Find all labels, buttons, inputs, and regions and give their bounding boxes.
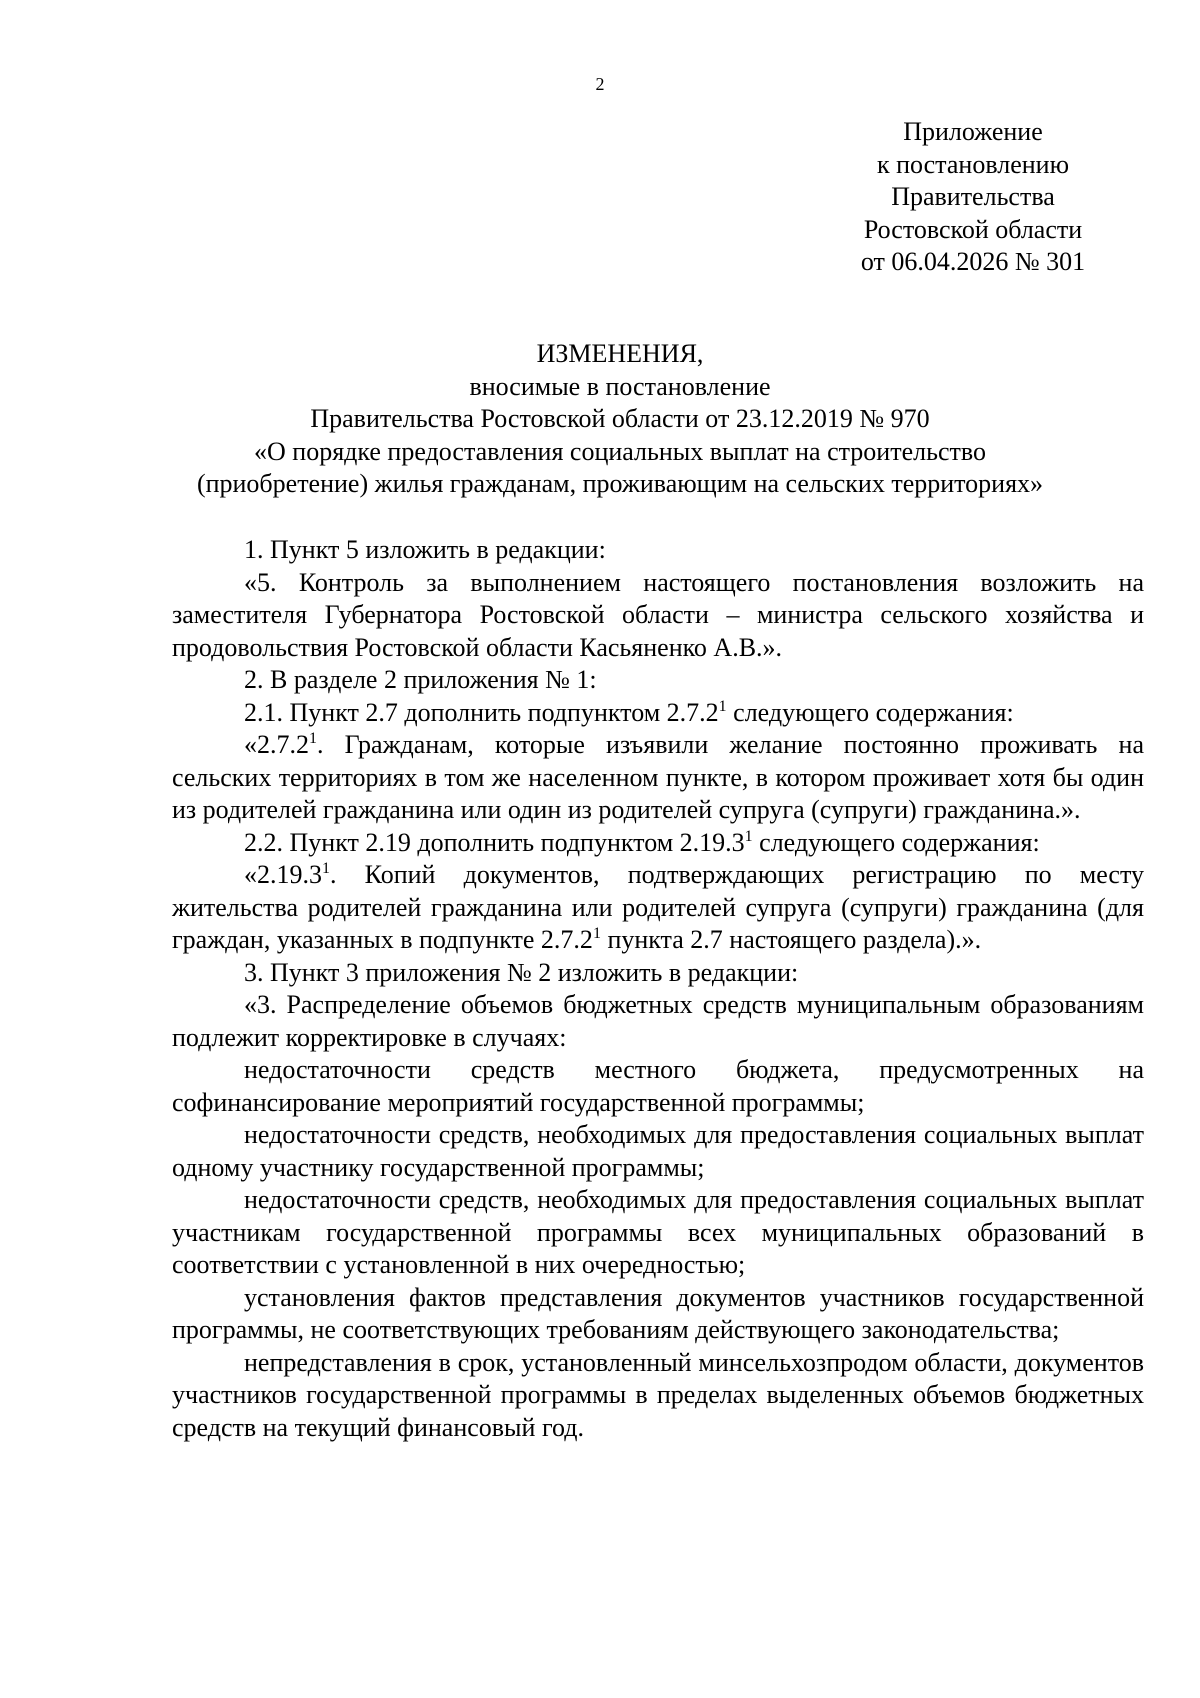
paragraph: недостаточности средств, необходимых для предоставления социальных выплат участникам государственной программы всех муниципальных образований в соответствии с установленной в них очередностью;	[172, 1185, 1144, 1279]
title-main: ИЗМЕНЕНИЯ,	[536, 339, 704, 368]
paragraph-text: следующего содержания:	[752, 827, 1040, 857]
paragraph: недостаточности средств, необходимых для предоставления социальных выплат одному участнику государственной программы;	[172, 1120, 1144, 1182]
document-title	[120, 338, 1120, 501]
appendix-line: Приложение	[903, 117, 1043, 146]
paragraph	[172, 827, 1144, 860]
paragraph-text: следующего содержания:	[726, 697, 1014, 727]
appendix-line: Ростовской области	[863, 214, 1083, 244]
paragraph-text: «2.19.3	[244, 860, 322, 889]
paragraph	[172, 859, 1144, 957]
document-body	[172, 534, 1144, 1444]
paragraph: установления фактов представления документов участников государственной программы, не соответствующих требованиям действующего законодательства;	[172, 1282, 1144, 1344]
superscript: 1	[309, 730, 317, 747]
paragraph	[172, 729, 1144, 827]
title-line: Правительства Ростовской области от 23.12.2019 № 970	[310, 404, 930, 433]
paragraph-text: . Гражданам, которые изъявили желание постоянно проживать на сельских территориях в том же населенном пункте, в котором проживает хотя бы один из родителей гражданина или один из родителей супруга (супруги) гражданина.».	[172, 730, 1144, 824]
paragraph: «5. Контроль за выполнением настоящего постановления возложить на заместителя Губернатора Ростовской области – министра сельского хозяйства и продовольствия Ростовской области Касьяненко А.В.».	[172, 567, 1144, 662]
paragraph: недостаточности средств местного бюджета, предусмотренных на софинансирование мероприятий государственной программы;	[172, 1055, 1144, 1117]
paragraph-text: 2.2. Пункт 2.19 дополнить подпунктом 2.19.3	[244, 827, 745, 857]
appendix-line: от 06.04.2026 № 301	[860, 247, 1086, 276]
appendix-line: Правительства	[891, 182, 1055, 211]
page-number: 2	[595, 74, 605, 94]
appendix-line: к постановлению	[876, 149, 1070, 179]
title-line: (приобретение) жилья гражданам, проживающим на сельских территориях»	[196, 469, 1044, 498]
paragraph: 1. Пункт 5 изложить в редакции:	[244, 535, 606, 564]
paragraph-text: пункта 2.7 настоящего раздела).».	[600, 925, 982, 954]
paragraph: «3. Распределение объемов бюджетных средств муниципальным образованиям подлежит корректировке в случаях:	[172, 990, 1144, 1052]
paragraph-text: 2.1. Пункт 2.7 дополнить подпунктом 2.7.2	[244, 697, 719, 727]
paragraph-text: «2.7.2	[244, 730, 309, 759]
paragraph: 2. В разделе 2 приложения № 1:	[244, 665, 597, 694]
paragraph-text: . Копий документов, подтверждающих регистрацию по месту жительства родителей гражданина или родителей супруга (супруги) гражданина (для граждан, указанных в подпункте 2.7.2	[172, 860, 1144, 954]
superscript: 1	[718, 697, 727, 715]
superscript: 1	[592, 925, 601, 942]
title-line: «О порядке предоставления социальных выплат на строительство	[254, 436, 986, 466]
title-line: вносимые в постановление	[469, 371, 771, 401]
paragraph: непредставления в срок, установленный минсельхозпродом области, документов участников государственной программы в пределах выделенных объемов бюджетных средств на текущий финансовый год.	[172, 1347, 1144, 1442]
paragraph	[172, 697, 1144, 730]
superscript: 1	[322, 860, 330, 877]
superscript: 1	[744, 827, 753, 845]
paragraph: 3. Пункт 3 приложения № 2 изложить в редакции:	[244, 957, 799, 987]
appendix-header	[828, 116, 1118, 279]
